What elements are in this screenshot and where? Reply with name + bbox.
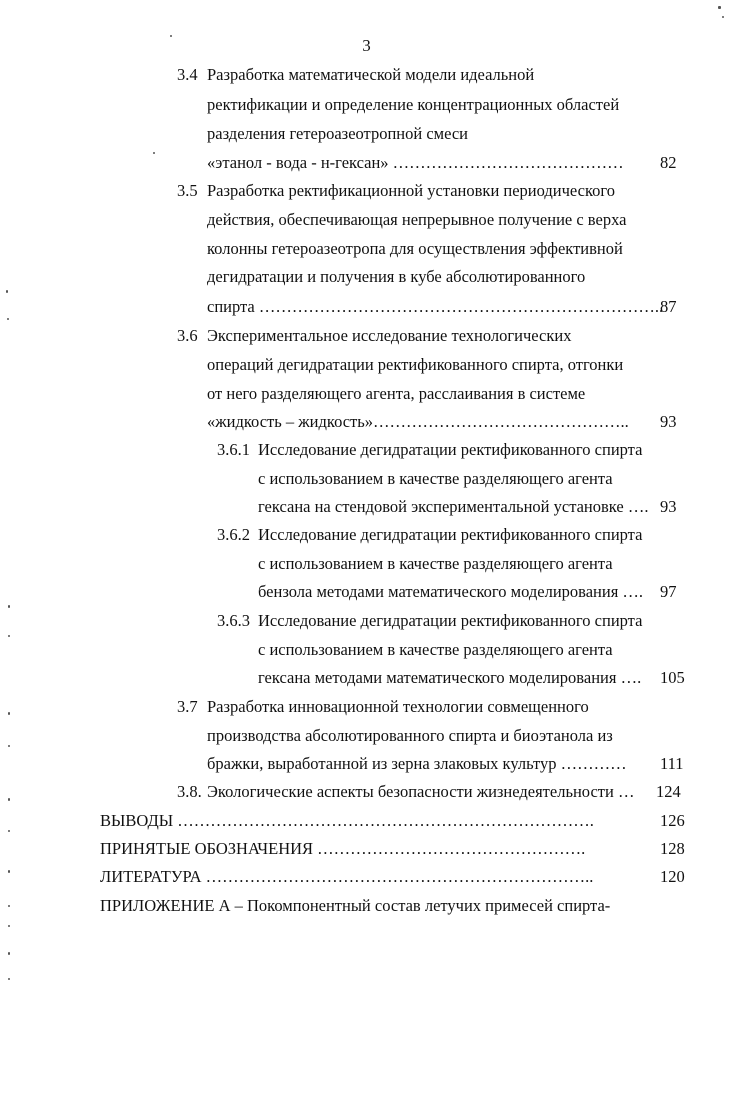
- entry-number: 3.8.: [177, 782, 202, 801]
- entry-line: Разработка ректификационной установки периодического: [207, 181, 616, 200]
- entry-title: ВЫВОДЫ ………………………………………………………………….: [100, 811, 594, 830]
- entry-line: Исследование дегидратации ректификованного спирта: [258, 611, 643, 630]
- scan-speck: [8, 605, 10, 608]
- entry-page: 93: [660, 497, 677, 516]
- entry-line: колонны гетероазеотропа для осуществления эффективной: [207, 239, 623, 258]
- entry-line: с использованием в качестве разделяющего агента: [258, 554, 613, 573]
- entry-title: ПРИНЯТЫЕ ОБОЗНАЧЕНИЯ ………………………………………….: [100, 839, 586, 858]
- entry-line: от него разделяющего агента, расслаивания в системе: [207, 384, 586, 403]
- entry-line: разделения гетероазеотропной смеси: [207, 124, 468, 143]
- scan-speck: [8, 830, 10, 832]
- entry-line: производства абсолютированного спирта и биоэтанола из: [207, 726, 613, 745]
- entry-line: ректификации и определение концентрационных областей: [207, 95, 620, 114]
- entry-number: 3.6: [177, 326, 198, 345]
- entry-page: 111: [660, 754, 684, 773]
- entry-page: 126: [660, 811, 685, 830]
- scan-speck: [8, 952, 10, 955]
- scan-speck: [8, 635, 10, 637]
- entry-line: операций дегидратации ректификованного спирта, отгонки: [207, 355, 624, 374]
- entry-number: 3.6.1: [217, 440, 250, 459]
- entry-line: с использованием в качестве разделяющего агента: [258, 640, 613, 659]
- entry-line: спирта ………………………………………………………………..: [207, 297, 664, 316]
- entry-page: 120: [660, 867, 685, 886]
- entry-title: ПРИЛОЖЕНИЕ А – Покомпонентный состав летучих примесей спирта-: [100, 896, 611, 915]
- entry-line: Разработка инновационной технологии совмещенного: [207, 697, 589, 716]
- scan-speck: [170, 35, 172, 37]
- entry-number: 3.6.3: [217, 611, 250, 630]
- entry-page: 128: [660, 839, 685, 858]
- entry-line: действия, обеспечивающая непрерывное получение с верха: [207, 210, 627, 229]
- entry-page: 82: [660, 153, 677, 172]
- entry-page: 124: [656, 782, 681, 801]
- entry-page: 93: [660, 412, 677, 431]
- scan-speck: [718, 6, 721, 9]
- page-number: 3: [362, 36, 371, 55]
- entry-page: 97: [660, 582, 677, 601]
- entry-number: 3.4: [177, 65, 198, 84]
- entry-line: Исследование дегидратации ректификованного спирта: [258, 440, 643, 459]
- scan-speck: [8, 978, 10, 980]
- scan-speck: [6, 290, 8, 293]
- entry-line: бензола методами математического моделирования ….: [258, 582, 644, 601]
- entry-number: 3.6.2: [217, 525, 250, 544]
- scan-speck: [8, 925, 10, 927]
- entry-line: «жидкость – жидкость»………………………………………..: [207, 412, 629, 431]
- scan-speck: [8, 798, 10, 801]
- entry-title: ЛИТЕРАТУРА ……………………………………………………………..: [100, 867, 594, 886]
- entry-number: 3.7: [177, 697, 198, 716]
- scan-speck: [8, 712, 10, 715]
- entry-page: 105: [660, 668, 685, 687]
- scan-speck: [153, 152, 155, 154]
- scan-speck: [8, 905, 10, 907]
- scan-speck: [7, 318, 9, 320]
- entry-line: бражки, выработанной из зерна злаковых культур …………: [207, 754, 627, 773]
- entry-line: «этанол - вода - н-гексан» ……………………………………: [207, 153, 624, 172]
- scan-speck: [8, 745, 10, 747]
- entry-line: гексана методами математического моделирования ….: [258, 668, 642, 687]
- scan-speck: [8, 870, 10, 873]
- entry-line: Разработка математической модели идеальной: [207, 65, 535, 84]
- entry-number: 3.5: [177, 181, 198, 200]
- entry-line: Экспериментальное исследование технологических: [207, 326, 572, 345]
- entry-line: с использованием в качестве разделяющего агента: [258, 469, 613, 488]
- scan-speck: [722, 16, 724, 18]
- entry-line: дегидратации и получения в кубе абсолютированного: [207, 267, 586, 286]
- entry-line: Экологические аспекты безопасности жизнедеятельности …: [207, 782, 635, 801]
- entry-line: Исследование дегидратации ректификованного спирта: [258, 525, 643, 544]
- entry-line: гексана на стендовой экспериментальной установке ….: [258, 497, 649, 516]
- entry-page: 87: [660, 297, 677, 316]
